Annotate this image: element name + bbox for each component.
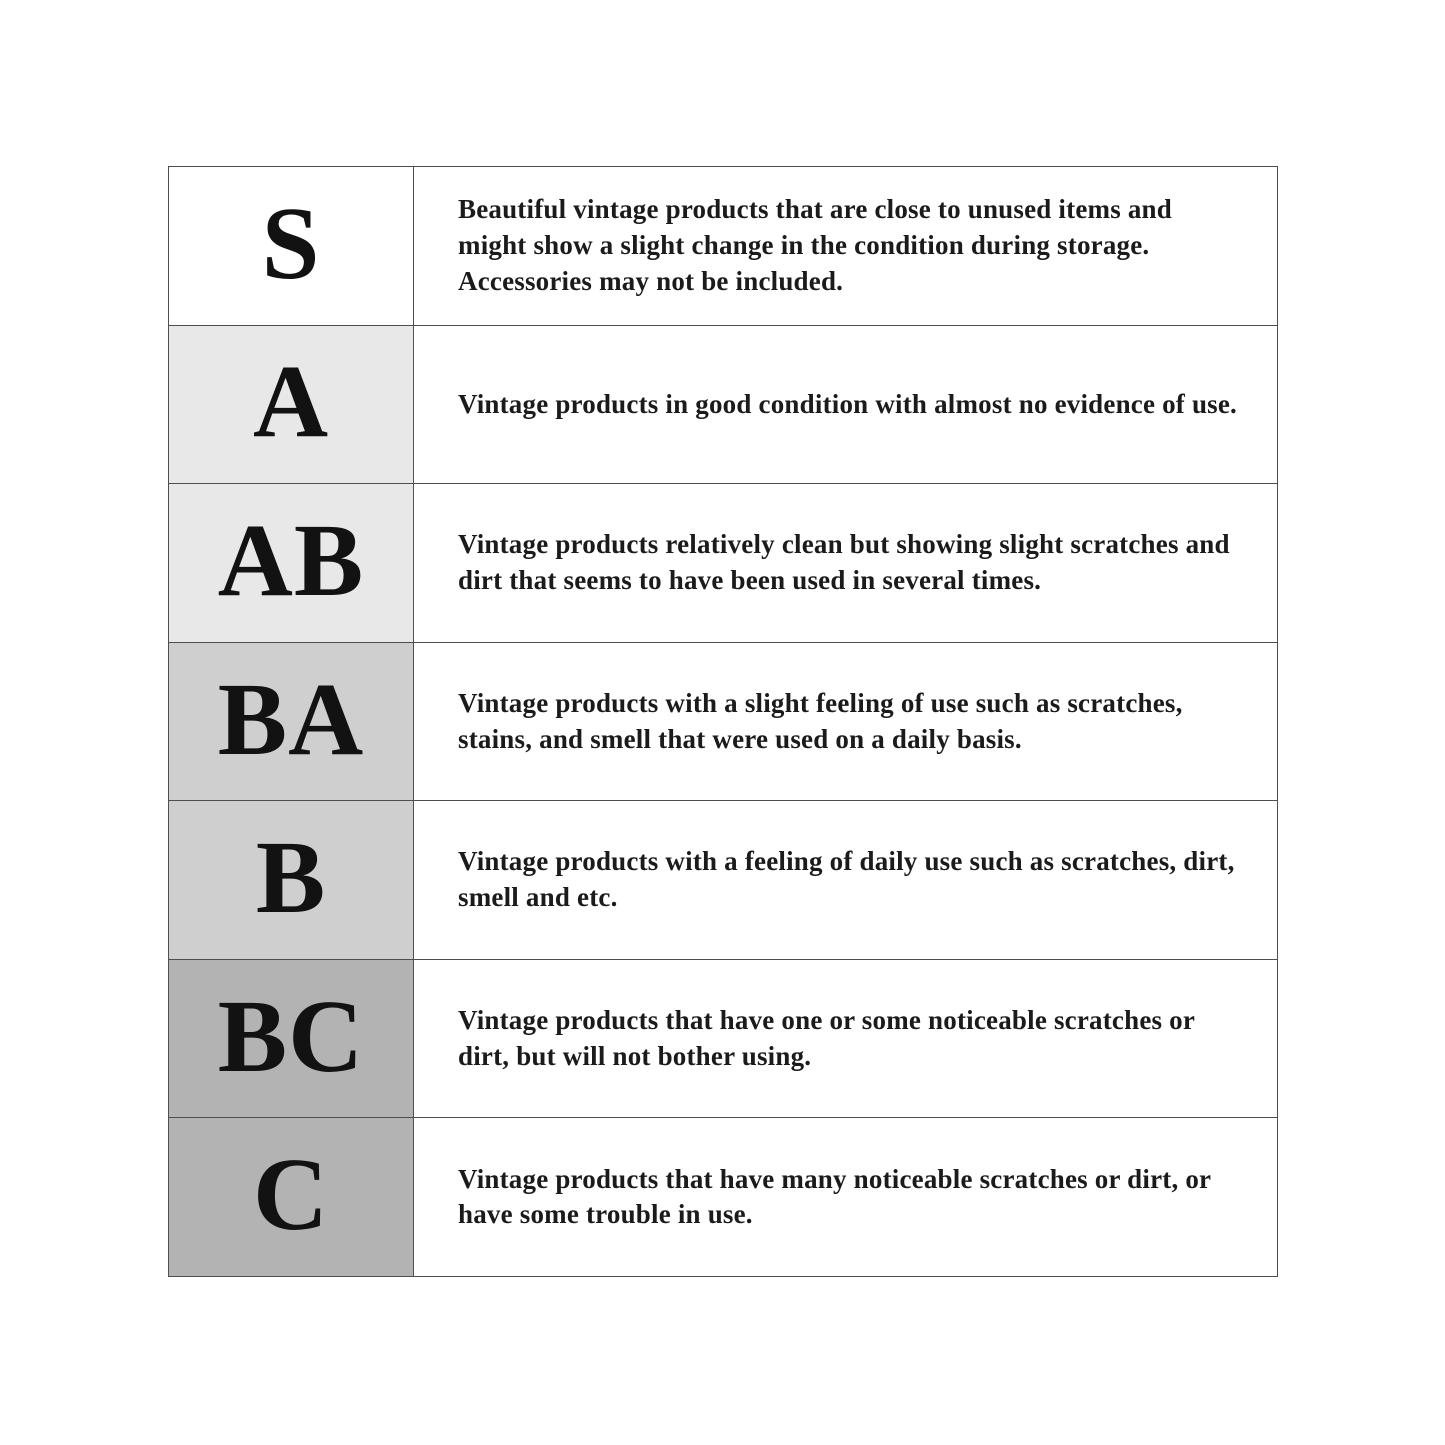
grade-letter: BC	[217, 978, 365, 1094]
grade-description-cell	[414, 801, 1277, 959]
table-row	[169, 801, 1277, 960]
table-row	[169, 484, 1277, 643]
grade-description-cell	[414, 1118, 1277, 1276]
grade-cell	[169, 960, 414, 1118]
grade-cell	[169, 167, 414, 325]
table-row	[169, 1118, 1277, 1276]
table-row	[169, 167, 1277, 326]
grade-letter: S	[261, 185, 321, 301]
grade-description: Vintage products relatively clean but showing slight scratches and dirt that seems to have been used in several times.	[458, 529, 1230, 595]
grade-cell	[169, 801, 414, 959]
grade-letter: AB	[217, 502, 365, 618]
grade-description-cell	[414, 484, 1277, 642]
table-row	[169, 326, 1277, 485]
table-row	[169, 643, 1277, 802]
grade-description: Beautiful vintage products that are close to unused items and might show a slight change in the condition during storage. Accessories may not be included.	[458, 194, 1172, 296]
table-row	[169, 960, 1277, 1119]
grade-letter: A	[252, 344, 330, 460]
grade-description-cell	[414, 326, 1277, 484]
grade-description-cell	[414, 643, 1277, 801]
grade-letter: C	[252, 1137, 330, 1253]
grade-cell	[169, 1118, 414, 1276]
grade-description: Vintage products that have one or some noticeable scratches or dirt, but will not bother using.	[458, 1005, 1195, 1071]
grade-cell	[169, 326, 414, 484]
grade-letter: BA	[217, 661, 365, 777]
grade-letter: B	[255, 820, 327, 936]
grade-description-cell	[414, 167, 1277, 325]
grade-description: Vintage products that have many noticeable scratches or dirt, or have some trouble in use.	[458, 1163, 1211, 1230]
grade-description: Vintage products with a slight feeling of use such as scratches, stains, and smell that were used on a daily basis.	[458, 687, 1183, 754]
grade-description: Vintage products in good condition with almost no evidence of use.	[458, 388, 1238, 419]
grade-description: Vintage products with a feeling of daily use such as scratches, dirt, smell and etc.	[458, 846, 1235, 913]
grade-description-cell	[414, 960, 1277, 1118]
grade-cell	[169, 484, 414, 642]
grade-cell	[169, 643, 414, 801]
condition-grade-table	[168, 166, 1278, 1277]
